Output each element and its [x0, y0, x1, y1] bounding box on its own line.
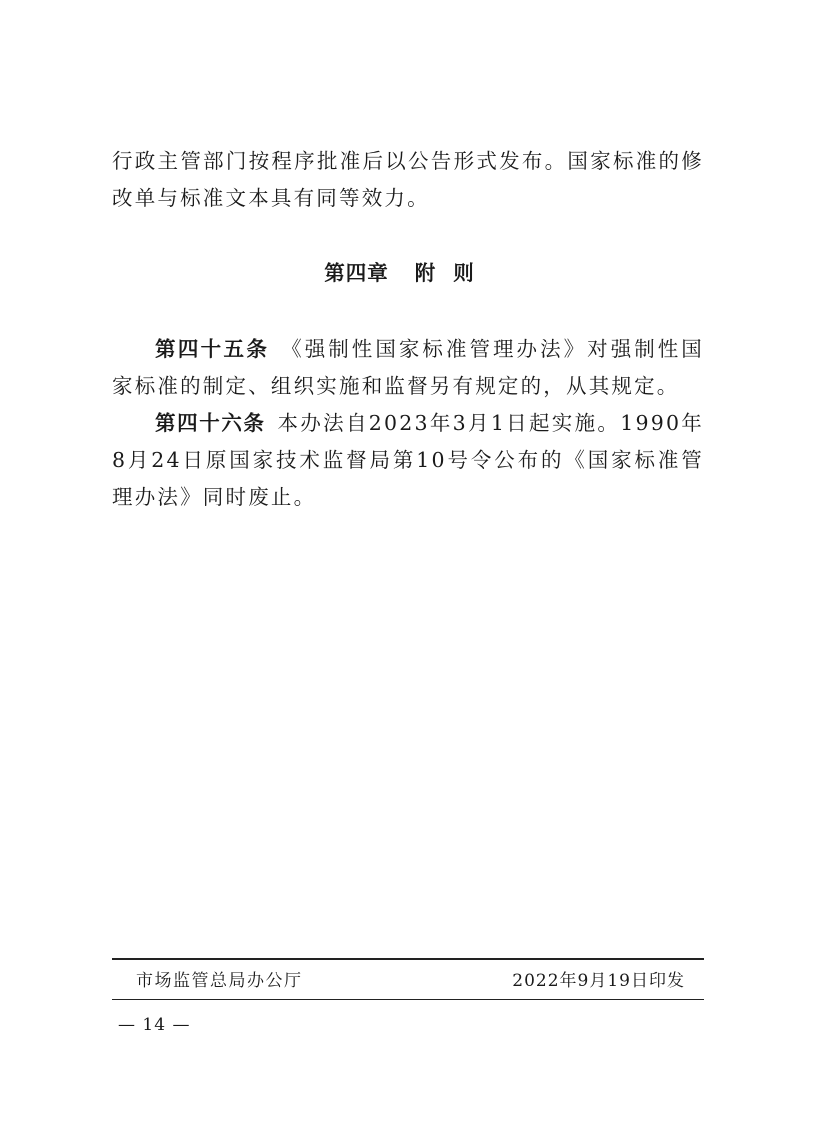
footer-issuer: 市场监管总局办公厅	[136, 971, 303, 991]
article-45	[112, 331, 704, 405]
footer-top-rule	[112, 958, 704, 960]
article-text: 《强制性国家标准管理办法》对强制性国家标准的制定、组织实施和监督另有规定的，从其规定。	[112, 337, 704, 398]
chapter-name: 附则	[414, 261, 492, 285]
page-number: — 14 —	[118, 1015, 191, 1035]
footer-bottom-rule	[112, 999, 704, 1000]
article-46	[112, 405, 704, 516]
article-number: 第四十五条	[155, 337, 270, 361]
article-number: 第四十六条	[155, 411, 266, 435]
article-text: 本办法自2023年3月1日起实施。1990年8月24日原国家技术监督局第10号令公布的《国家标准管理办法》同时废止。	[112, 411, 705, 509]
chapter-heading	[112, 256, 704, 286]
footer-date: 2022年9月19日印发	[512, 971, 685, 991]
body-paragraph-continued: 行政主管部门按程序批准后以公告形式发布。国家标准的修改单与标准文本具有同等效力。	[112, 149, 704, 210]
chapter-label: 第四章	[324, 261, 389, 285]
